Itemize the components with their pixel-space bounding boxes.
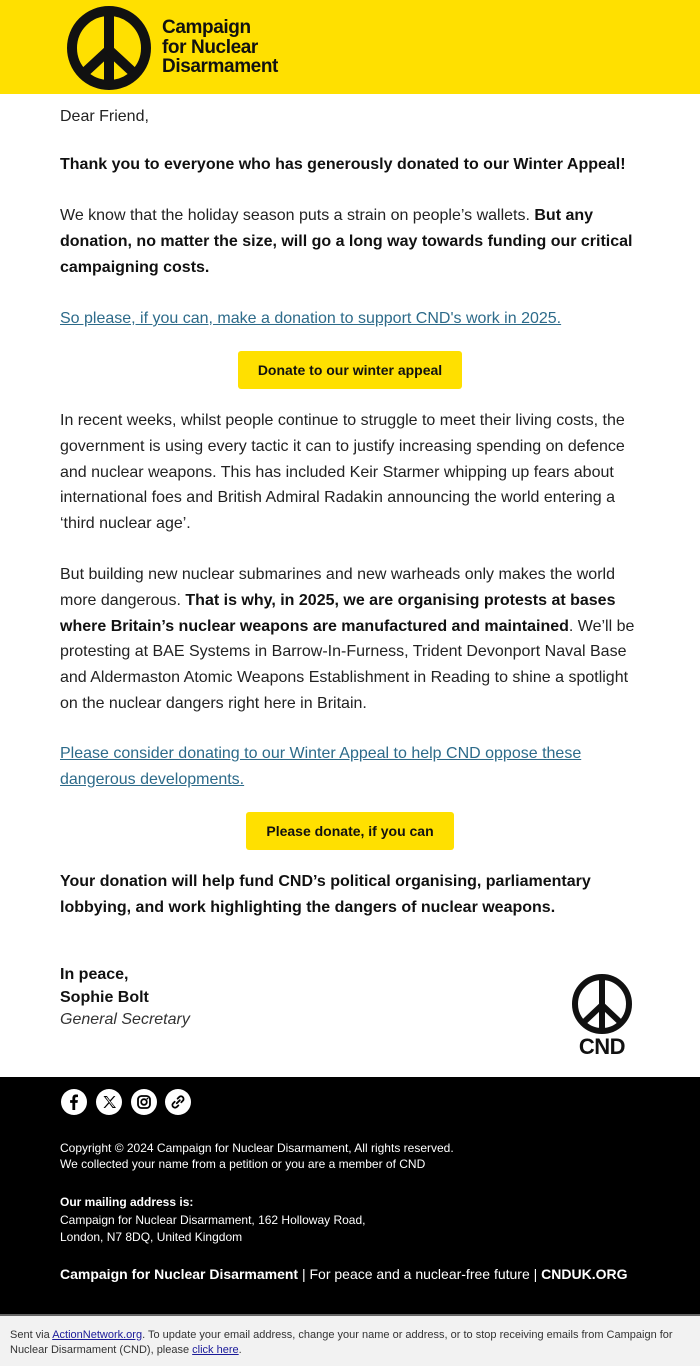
- please-donate-button[interactable]: Please donate, if you can: [246, 812, 454, 850]
- paragraph-wallets: [60, 203, 640, 280]
- thanks-heading: Thank you to everyone who has generously donated to our Winter Appeal!: [60, 156, 626, 173]
- paragraph-protests-bold: That is why, in 2025, we are organising protests at bases where Britain’s nuclear weapons are manufactured and maintained: [60, 591, 616, 635]
- org-name-line1: Campaign: [162, 17, 251, 38]
- peace-symbol-icon: [66, 5, 152, 91]
- donate-winter-appeal-button[interactable]: Donate to our winter appeal: [238, 351, 462, 389]
- paragraph-government: In recent weeks, whilst people continue to struggle to meet their living costs, the government is using every tactic it can to justify increasing spending on defence and nuclear weapons. This has included Keir Starmer whipping up fears about international foes and British Admiral Radakin announcing the world entering a ‘third nuclear age’.: [60, 412, 625, 533]
- tagline-separator: |: [529, 1266, 542, 1282]
- address-line-2: London, N7 8DQ, United Kingdom: [60, 1230, 243, 1244]
- paragraph-wallets-intro: We know that the holiday season puts a strain on people’s wallets.: [60, 207, 535, 224]
- sent-middle: . To update your email address, change your name or address, or to stop receiving emails from Campaign for Nuclear Disarmament (CND), please: [10, 1329, 673, 1356]
- address-line-1: Campaign for Nuclear Disarmament, 162 Holloway Road,: [60, 1213, 366, 1227]
- collection-notice: We collected your name from a petition or you are a member of CND: [60, 1157, 426, 1171]
- tagline-org: Campaign for Nuclear Disarmament: [60, 1266, 299, 1282]
- org-name: [162, 18, 278, 77]
- signer-name: Sophie Bolt: [60, 988, 149, 1006]
- donate-link-2-wrap: [60, 741, 640, 793]
- org-name-line2: for Nuclear: [162, 36, 258, 58]
- peace-symbol-icon: [571, 973, 633, 1035]
- donate-link-1-wrap: [60, 306, 640, 332]
- sent-via-bar: [0, 1314, 700, 1366]
- org-name-line3: Disarmament: [162, 56, 278, 77]
- tagline-separator: |: [298, 1266, 310, 1282]
- copyright: Copyright © 2024 Campaign for Nuclear Disarmament, All rights reserved.: [60, 1141, 454, 1155]
- mailing-label: Our mailing address is:: [60, 1195, 194, 1209]
- tagline-website[interactable]: CNDUK.ORG: [541, 1266, 628, 1282]
- paragraph-protests: [60, 562, 640, 717]
- link-icon[interactable]: [165, 1089, 191, 1115]
- paragraph-protests-intro: But building new nuclear submarines and new warheads only makes the world more dangerous.: [60, 566, 615, 609]
- signature: [60, 964, 190, 1032]
- greeting: Dear Friend,: [60, 108, 149, 125]
- signoff: In peace,: [60, 966, 129, 983]
- instagram-icon[interactable]: [131, 1089, 157, 1115]
- actionnetwork-link[interactable]: ActionNetwork.org: [52, 1329, 143, 1341]
- email-footer: [0, 1077, 700, 1314]
- paragraph-wallets-bold: But any donation, no matter the size, will go a long way towards funding our critical campaigning costs.: [60, 207, 633, 276]
- paragraph-protests-rest: . We’ll be protesting at BAE Systems in Barrow-In-Furness, Trident Devonport Naval Base and Aldermaston Atomic Weapons Establishment in Reading to shine a spotlight on the nuclear dangers right here in Britain.: [60, 617, 635, 712]
- email-header: [0, 0, 700, 94]
- cnd-logo: [571, 973, 633, 1059]
- sent-prefix: Sent via: [10, 1329, 53, 1341]
- footer-tagline: [60, 1265, 628, 1283]
- cnd-logo-text: CND: [578, 1034, 626, 1059]
- sent-suffix: .: [238, 1343, 242, 1356]
- donate-link-1[interactable]: So please, if you can, make a donation to support CND's work in 2025.: [60, 310, 562, 327]
- unsubscribe-link[interactable]: click here: [192, 1343, 239, 1356]
- donate-link-2[interactable]: Please consider donating to our Winter Appeal to help CND oppose these dangerous developments.: [60, 745, 582, 788]
- tagline-motto: For peace and a nuclear-free future: [309, 1266, 530, 1282]
- closing-statement: Your donation will help fund CND’s political organising, parliamentary lobbying, and work highlighting the dangers of nuclear weapons.: [60, 873, 591, 916]
- x-icon[interactable]: [96, 1089, 122, 1115]
- signer-role: General Secretary: [60, 1011, 190, 1028]
- facebook-icon[interactable]: [61, 1089, 87, 1115]
